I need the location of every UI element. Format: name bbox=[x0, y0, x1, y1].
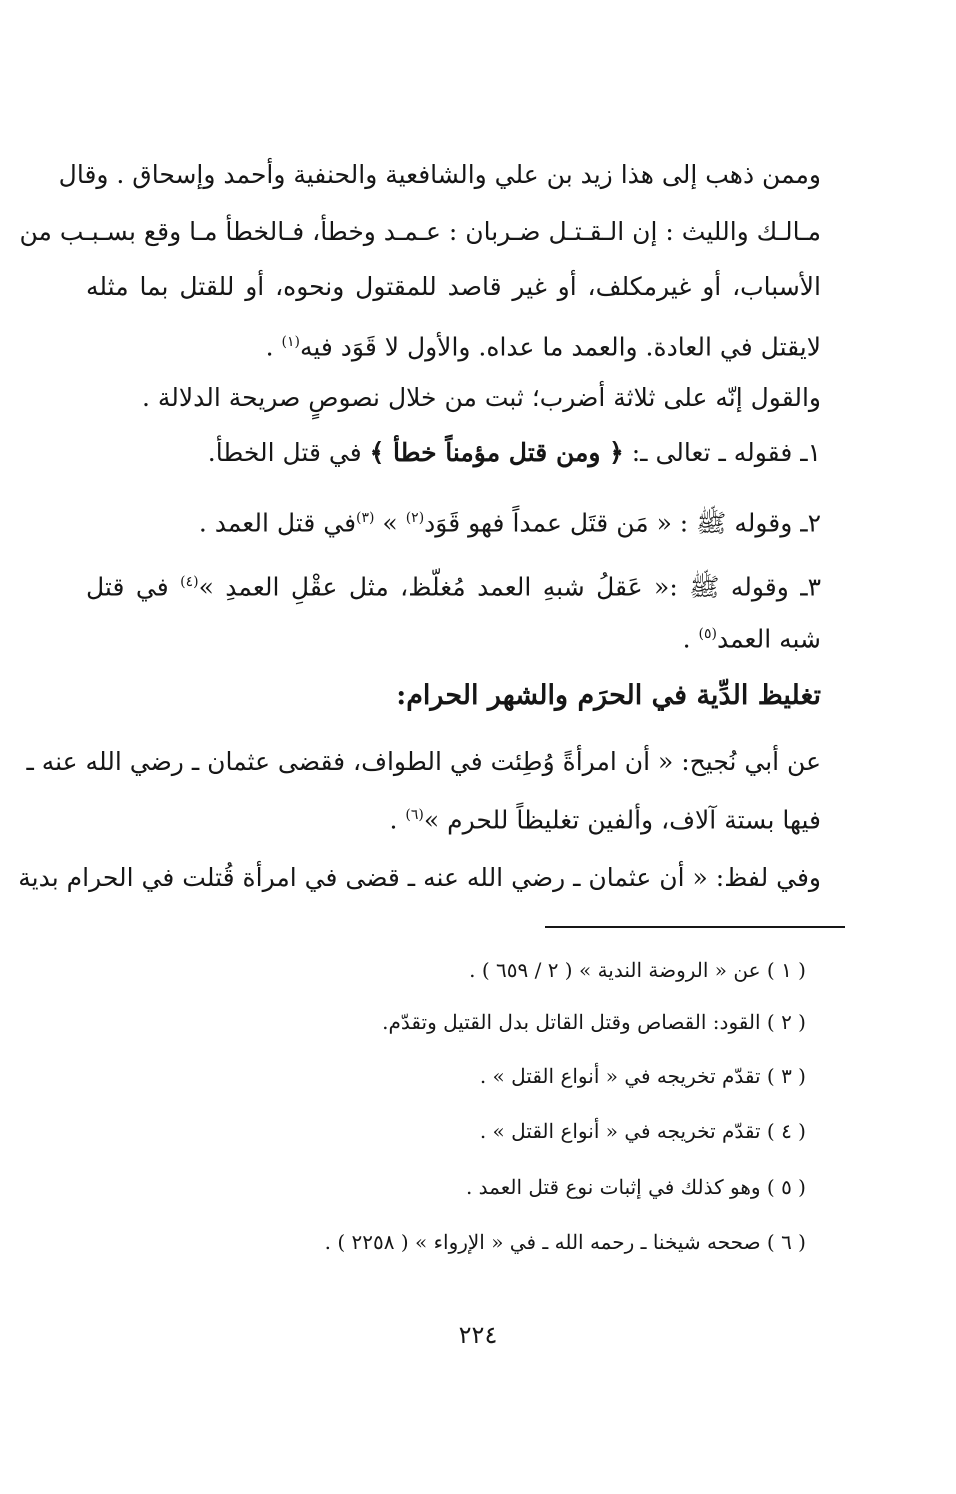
list-item-3-line-2-end: . bbox=[682, 624, 699, 654]
footnote-5: ( ٥ ) وهو كذلك في إثبات نوع قتل العمد . bbox=[465, 1175, 806, 1199]
list-item-3-line-2 bbox=[86, 614, 821, 659]
paragraph-1-line-3: الأسباب، أو غيرمكلف، أو غير قاصد للمقتول ونحوه، أو للقتل بما مثله bbox=[86, 272, 821, 301]
list-item-1-suffix: في قتل الخطأ. bbox=[207, 438, 370, 467]
paragraph-1-line-4-end: . bbox=[265, 332, 282, 362]
paragraph-1-line-1: وممن ذهب إلى هذا زيد بن علي والشافعية والحنفية وأحمد وإسحاق . وقال bbox=[58, 160, 821, 189]
footnote-2: ( ٢ ) القود: القصاص وقتل القاتل بدل القتيل وتقدّم. bbox=[382, 1010, 806, 1034]
paragraph-4-line-1: وفي لفظ: « أن عثمان ـ رضي الله عنه ـ قضى في امرأة قُتلت في الحرام بدية bbox=[18, 863, 821, 892]
footnote-ref-2: (٢) bbox=[405, 510, 425, 526]
page-number: ٢٢٤ bbox=[458, 1321, 498, 1349]
list-item-3-suffix: في قتل bbox=[86, 572, 181, 602]
footnote-ref-4: (٤) bbox=[180, 574, 199, 590]
list-item-1-prefix: ١ـ فقوله ـ تعالى ـ: bbox=[623, 438, 821, 467]
footnote-ref-6: (٦) bbox=[405, 807, 424, 823]
footnote-1: ( ١ ) عن « الروضة الندية » ( ٢ / ٦٥٩ ) . bbox=[469, 958, 806, 982]
paragraph-1-line-4-text: لايقتل في العادة. والعمد ما عداه. والأول لا قَوَد فيه bbox=[299, 332, 821, 362]
quran-verse: ﴿ ومن قتل مؤمناً خطأ ﴾ bbox=[369, 438, 624, 467]
paragraph-1-line-2: مـالـك والليث : إن الـقـتـل ضـربان : عـمـد وخطأ، فـالخطأ مـا وقع بسـبـب من bbox=[19, 217, 821, 246]
footnote-3: ( ٣ ) تقدّم تخريجه في « أنواع القتل » . bbox=[479, 1064, 806, 1088]
footnote-4: ( ٤ ) تقدّم تخريجه في « أنواع القتل » . bbox=[479, 1119, 806, 1143]
paragraph-2-line-1: والقول إنّه على ثلاثة أضرب؛ ثبت من خلال نصوصٍ صريحة الدلالة . bbox=[141, 383, 821, 412]
footnote-ref-5: (٥) bbox=[698, 626, 717, 642]
paragraph-3-line-2-text: فيها بستة آلاف، وألفين تغليظاً للحرم » bbox=[423, 805, 821, 835]
list-item-2 bbox=[86, 498, 821, 543]
footnote-ref-1: (١) bbox=[281, 334, 300, 350]
paragraph-3-line-2-end: . bbox=[389, 805, 406, 835]
paragraph-3-line-2 bbox=[86, 795, 821, 840]
paragraph-1-line-4 bbox=[86, 322, 821, 367]
list-item-1 bbox=[86, 433, 821, 473]
list-item-3-prefix: ٣ـ وقوله ﷺ :« عَقلُ شبهِ العمد مُغلّظ، مثل عقْلِ العمدِ » bbox=[198, 572, 822, 602]
footnote-separator bbox=[545, 926, 845, 928]
list-item-3-line-1 bbox=[86, 562, 821, 607]
list-item-2-middle: » bbox=[374, 508, 406, 538]
list-item-2-suffix: في قتل العمد . bbox=[198, 508, 357, 538]
footnote-6: ( ٦ ) صححه شيخنا ـ رحمه الله ـ في « الإرواء » ( ٢٢٥٨ ) . bbox=[324, 1230, 806, 1254]
section-heading: تغليظ الدِّية في الحرَم والشهر الحرام: bbox=[396, 680, 821, 711]
footnote-ref-3: (٣) bbox=[356, 510, 375, 526]
list-item-3-line-2-text: شبه العمد bbox=[716, 624, 821, 654]
list-item-2-prefix: ٢ـ وقوله ﷺ : « مَن قتَل عمداً فهو قَوَد bbox=[424, 508, 821, 538]
paragraph-3-line-1: عن أبي نُجيح: « أن امرأةً وُطِئت في الطواف، فقضى عثمان ـ رضي الله عنه ـ bbox=[26, 747, 821, 776]
